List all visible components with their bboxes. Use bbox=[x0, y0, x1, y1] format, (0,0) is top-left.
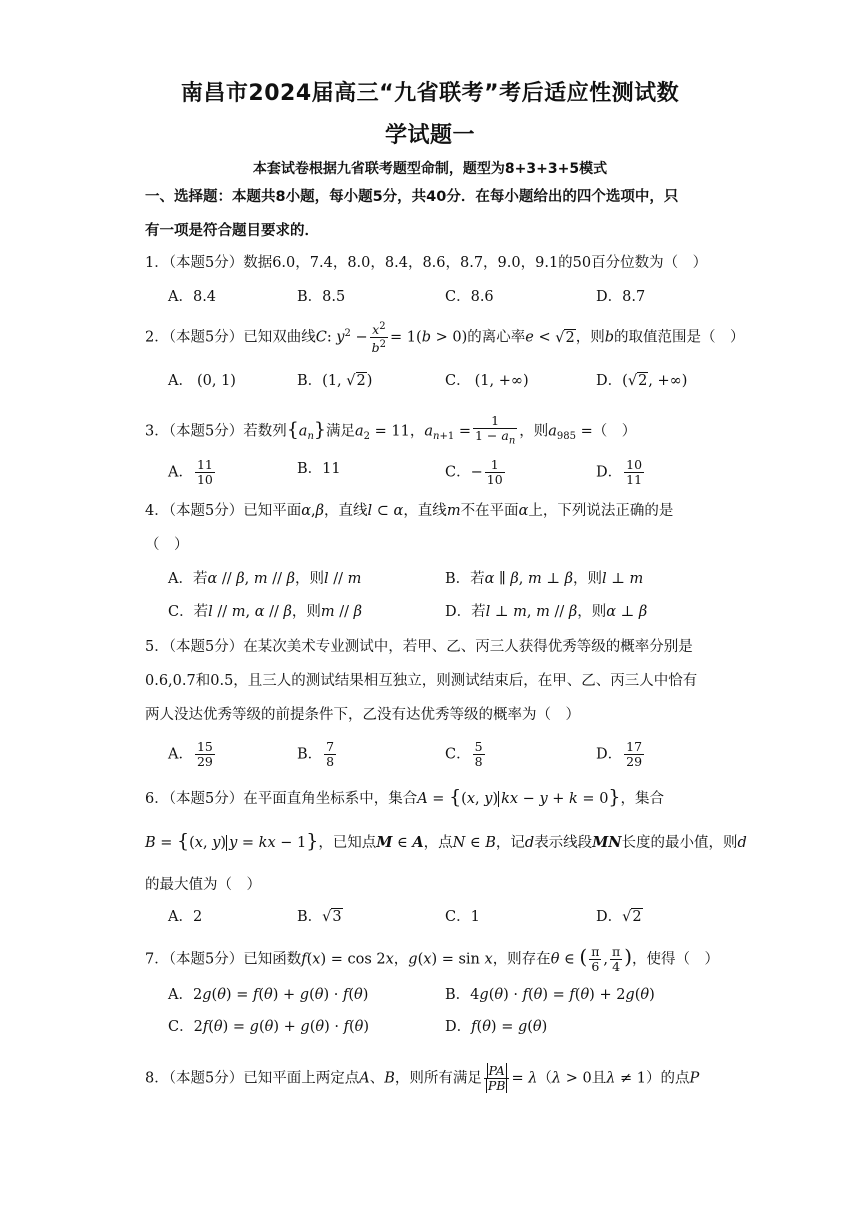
q5-option-d: D． $\frac{17}{29}$ bbox=[596, 739, 643, 769]
q3-option-b: B．11 bbox=[297, 461, 341, 477]
q7-option-c: C．2f(θ) = g(θ) + g(θ) · f(θ) bbox=[168, 1019, 370, 1035]
q3-option-c: C．− $\frac{1}{10}$ bbox=[445, 457, 503, 487]
q3-stem: 3．（本题5分）若数列$\{a_n\}$满足$a_2 = 11$，$a_{n+1}$ = $\frac{1}{1 - a_n}$ ，则$a_{985}$ =（ ） bbox=[145, 413, 637, 447]
exam-title-line2: 学试题一 bbox=[384, 123, 475, 148]
q4-stem-line2: （ ） bbox=[145, 537, 189, 553]
q2-fraction: $\frac{x^2}{b^2}$ bbox=[371, 321, 387, 356]
q6-stem-line3: 的最大值为（ ） bbox=[145, 877, 261, 893]
q1-stem: 1．（本题5分）数据6.0，7.4，8.0，8.4，8.6，8.7，9.0，9.1的50百分位数为（ ） bbox=[145, 255, 708, 271]
q5-option-a: A． $\frac{15}{29}$ bbox=[168, 739, 213, 769]
q5-stem-line1: 5．（本题5分）在某次美术专业测试中，若甲、乙、丙三人获得优秀等级的概率分别是 bbox=[145, 639, 693, 655]
q2-option-a: A． (0, 1) bbox=[168, 373, 236, 389]
q2-option-c: C． (1, +∞) bbox=[445, 373, 529, 389]
q8-stem: 8．（本题5分）已知平面上两定点A、B，则所有满足 $\frac{PA}{PB}$ = λ（λ > 0且λ ≠ 1）的点P bbox=[145, 1063, 700, 1093]
q2-option-b: B．(1, √2) bbox=[297, 373, 373, 389]
q2-tail2: 的取值范围是（ ） bbox=[614, 329, 745, 346]
exam-subtitle: 本套试卷根据九省联考题型命制，题型为8+3+3+5模式 bbox=[252, 161, 608, 177]
q3-option-a: A． $\frac{11}{10}$ bbox=[168, 457, 213, 487]
q7-option-a: A．2g(θ) = f(θ) + g(θ) · f(θ) bbox=[168, 987, 369, 1003]
q4-option-b: B．若α ∥ β, m ⊥ β，则l ⊥ m bbox=[445, 571, 644, 587]
exam-title-line1: 南昌市2024届高三“九省联考”考后适应性测试数 bbox=[180, 81, 680, 106]
q7-option-d: D．f(θ) = g(θ) bbox=[445, 1019, 548, 1035]
q6-option-c: C．1 bbox=[445, 909, 480, 925]
q2-stem: 2．（本题5分）已知双曲线C: $y^2$ − $\frac{x^2}{b^2}$ = 1(b > 0)的离心率e < √2，则b的取值范围是（ ） bbox=[145, 321, 745, 356]
q2-prefix: 2．（本题5分）已知双曲线 bbox=[145, 329, 316, 346]
q1-option-c: C．8.6 bbox=[445, 289, 494, 305]
q2-tail: ，则 bbox=[575, 329, 605, 346]
q4-option-c: C．若l // m, α // β，则m // β bbox=[168, 604, 363, 620]
q8-fraction: $\frac{PA}{PB}$ bbox=[484, 1064, 510, 1093]
q7-stem: 7．（本题5分）已知函数f(x) = cos 2x，g(x) = sin x，则存在θ ∈ ( $\frac{\pi}{6}$ , $\frac{\pi}{4}$ )，使得（ ） bbox=[145, 944, 720, 974]
q1-option-b: B．8.5 bbox=[297, 289, 346, 305]
q6-stem-line2: B = {(x, y) y = kx − 1}，已知点M ∈ A，点N ∈ B，记d表示线段MN长度的最小值，则d bbox=[145, 830, 747, 852]
q6-option-b: B．√3 bbox=[297, 909, 342, 925]
section-heading-line1: 一、选择题：本题共8小题，每小题5分，共40分．在每小题给出的四个选项中，只 bbox=[145, 189, 679, 205]
q5-stem-line2: 0.6,0.7和0.5，且三人的测试结果相互独立，则测试结束后，在甲、乙、丙三人中恰有 bbox=[145, 673, 698, 689]
q6-stem-line1: 6．（本题5分）在平面直角坐标系中，集合A = {(x, y) kx − y + k = 0}，集合 bbox=[145, 786, 665, 808]
q4-stem-line1: 4．（本题5分）已知平面α,β，直线l ⊂ α，直线m不在平面α上，下列说法正确的是 bbox=[145, 503, 674, 519]
q3-option-d: D． $\frac{10}{11}$ bbox=[596, 457, 643, 487]
q4-option-d: D．若l ⊥ m, m // β，则α ⊥ β bbox=[445, 604, 648, 620]
q6-option-d: D．√2 bbox=[596, 909, 642, 925]
q2-option-d: D．(√2, +∞) bbox=[596, 373, 688, 389]
q1-option-a: A．8.4 bbox=[168, 289, 217, 305]
section-heading-line2: 有一项是符合题目要求的． bbox=[145, 223, 319, 239]
q5-stem-line3: 两人没达优秀等级的前提条件下，乙没有达优秀等级的概率为（ ） bbox=[145, 707, 580, 723]
q4-option-a: A．若α // β, m // β，则l // m bbox=[168, 571, 362, 587]
q3-fraction: $\frac{1}{1 - a_n}$ bbox=[474, 413, 516, 447]
q5-option-c: C． $\frac{5}{8}$ bbox=[445, 739, 483, 769]
q7-option-b: B．4g(θ) · f(θ) = f(θ) + 2g(θ) bbox=[445, 987, 655, 1003]
q1-option-d: D．8.7 bbox=[596, 289, 646, 305]
q2-mid: 的离心率 bbox=[467, 329, 526, 346]
q5-option-b: B． $\frac{7}{8}$ bbox=[297, 739, 335, 769]
q6-option-a: A．2 bbox=[168, 909, 203, 925]
